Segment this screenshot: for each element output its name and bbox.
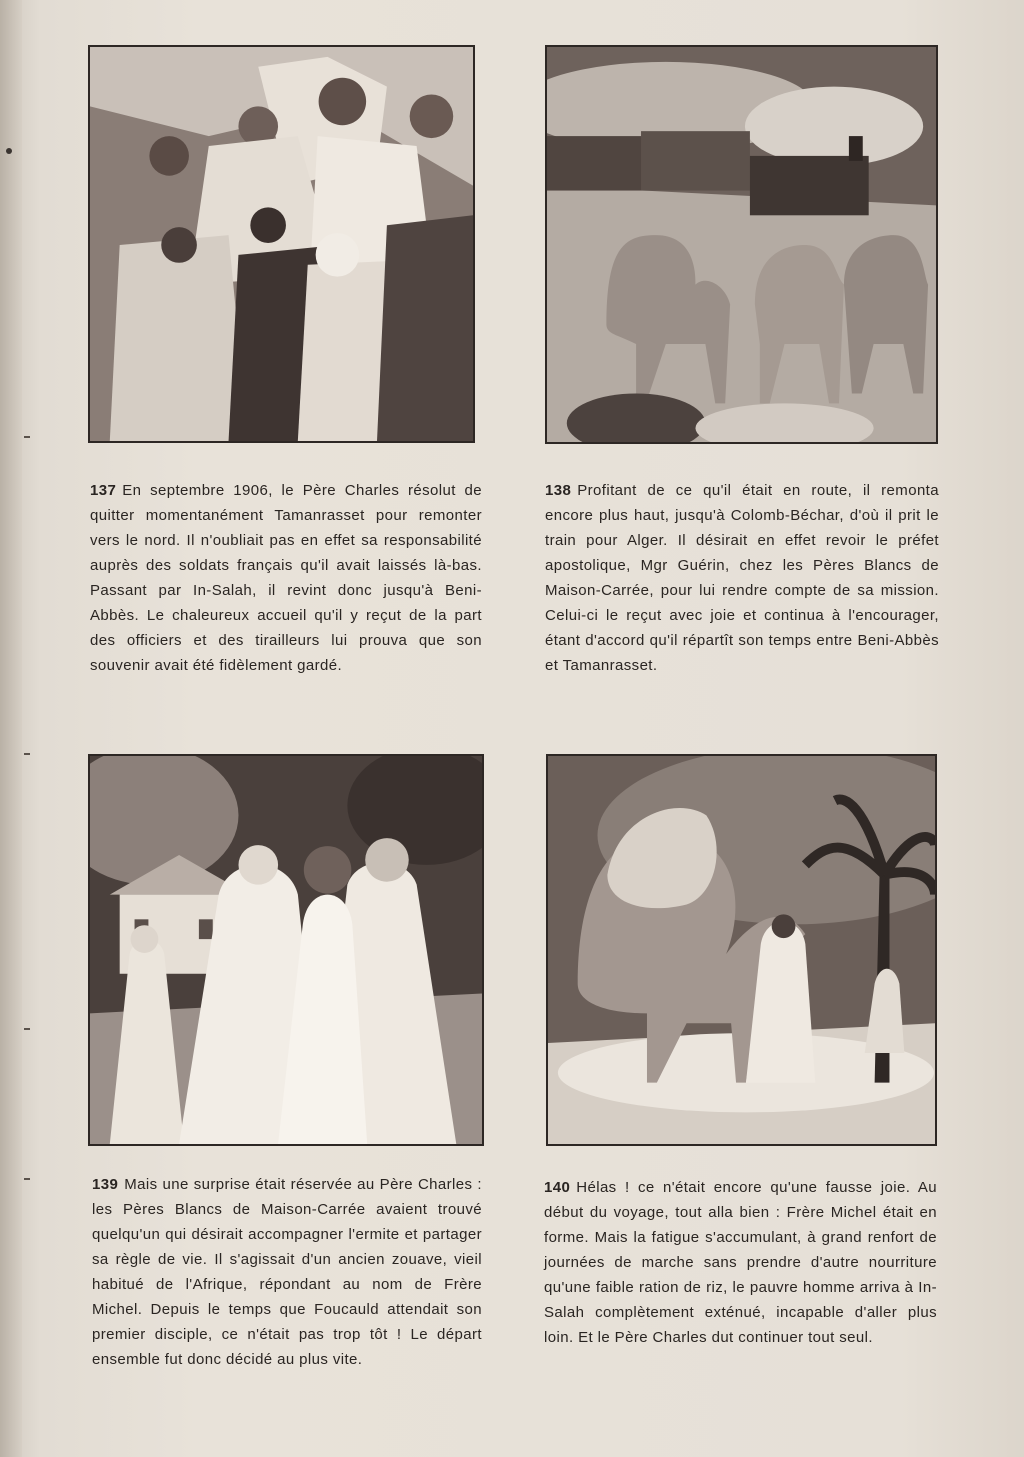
caption-number: 138 bbox=[545, 482, 572, 499]
caption-137 bbox=[90, 478, 482, 678]
caption-number: 139 bbox=[92, 1176, 119, 1193]
caption-number: 137 bbox=[90, 482, 117, 499]
caption-text: En septembre 1906, le Père Charles résolut de quitter momentanément Tamanrasset pour remonter vers le nord. Il n'oubliait pas en effet sa responsabilité auprès des soldats français qu'il avait laissés là-bas. Passant par In-Salah, il revint donc jusqu'à Beni-Abbès. Le chaleureux accueil qu'il y reçut de la part des officiers et des tirailleurs lui prouva que son souvenir avait été fidèlement gardé. bbox=[90, 482, 482, 674]
illustration-139 bbox=[88, 754, 484, 1146]
illustration-140 bbox=[546, 754, 937, 1146]
caption-text: Hélas ! ce n'était encore qu'une fausse joie. Au début du voyage, tout alla bien : Frère Michel était en forme. Mais la fatigue s'accumulant, à grand renfort de journées de marche sans prendre d'autre nourriture qu'une faible ration de riz, le pauvre homme arriva à In-Salah complètement exténué, incapable d'aller plus loin. Et le Père Charles dut continuer tout seul. bbox=[544, 1179, 937, 1346]
caption-number: 140 bbox=[544, 1179, 571, 1196]
binding-edge bbox=[0, 0, 22, 1457]
margin-mark bbox=[24, 436, 30, 438]
illustration-137 bbox=[88, 45, 475, 443]
caption-138 bbox=[545, 478, 939, 678]
illustration-138 bbox=[545, 45, 938, 444]
margin-mark bbox=[24, 1028, 30, 1030]
caption-text: Profitant de ce qu'il était en route, il remonta encore plus haut, jusqu'à Colomb-Béchar, d'où il prit le train pour Alger. Il désirait en effet revoir le préfet apostolique, Mgr Guérin, chez les Pères Blancs de Maison-Carrée, pour lui rendre compte de sa mission. Celui-ci le reçut avec joie et continua à l'encourager, étant d'accord qu'il répartît son temps entre Beni-Abbès et Tamanrasset. bbox=[545, 482, 939, 674]
caption-139 bbox=[92, 1172, 482, 1372]
caption-140 bbox=[544, 1175, 937, 1350]
binding-hole bbox=[6, 148, 12, 154]
margin-mark bbox=[24, 753, 30, 755]
margin-mark bbox=[24, 1178, 30, 1180]
caption-text: Mais une surprise était réservée au Père Charles : les Pères Blancs de Maison-Carrée avaient trouvé quelqu'un qui désirait accompagner l'ermite et partager sa règle de vie. Il s'agissait d'un ancien zouave, vieil habitué de l'Afrique, répondant au nom de Frère Michel. Depuis le temps que Foucauld attendait son premier disciple, ce n'était pas trop tôt ! Le départ ensemble fut donc décidé au plus vite. bbox=[92, 1176, 482, 1368]
